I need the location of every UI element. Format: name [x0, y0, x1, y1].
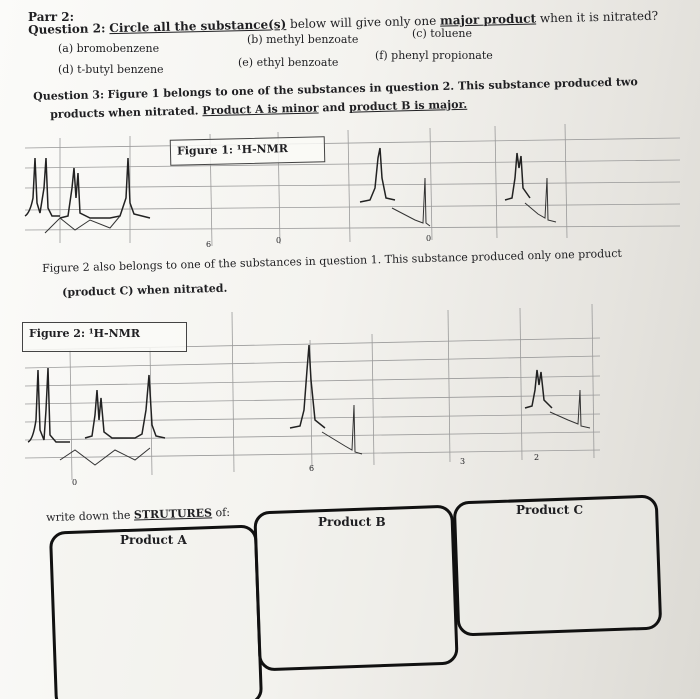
answer-instruction-start: write down the [46, 508, 131, 524]
question-3-product-b-major: product B is major. [348, 97, 468, 114]
answer-instruction [46, 506, 230, 524]
question-3-label: Question 3: [33, 88, 105, 103]
product-a-label: Product A [120, 533, 187, 547]
question-2-underlined-instruction: Circle all the substance(s) [109, 17, 287, 36]
option-e[interactable]: (e) ethyl benzoate [238, 56, 339, 69]
option-c[interactable]: (c) toluene [412, 27, 472, 40]
fig1-tick-c: 0 [426, 234, 432, 243]
option-b[interactable]: (b) methyl benzoate [247, 33, 359, 46]
fig1-tick-b: 0 [276, 236, 282, 245]
product-b-label: Product B [318, 515, 386, 529]
fig1-peak-cluster-4 [505, 153, 530, 200]
question-2-label: Question 2: [28, 21, 106, 37]
answer-instruction-structures: STRUTURES [133, 506, 213, 522]
fig1-peak-cluster-1 [25, 158, 60, 216]
question-2-major-product: major product [439, 11, 537, 28]
question-3-and: and [322, 100, 346, 115]
product-a-answer-box[interactable] [49, 524, 263, 699]
question-3-text-1: Figure 1 belongs to one of the substances in question 2. This substance produced two [107, 75, 638, 102]
figure-1-label: Figure 1: ¹H-NMR [170, 136, 326, 166]
fig2-integral-2 [322, 405, 362, 454]
fig2-peak-cluster-3 [290, 345, 325, 428]
option-f[interactable]: (f) phenyl propionate [375, 49, 493, 62]
question-3-product-a-minor: Product A is minor [202, 101, 319, 118]
fig1-peak-cluster-3 [360, 148, 395, 202]
fig2-tick-c: 3 [460, 457, 466, 466]
fig1-integral-2 [392, 178, 430, 226]
option-d[interactable]: (d) t-butyl benzene [58, 63, 164, 76]
product-c-label: Product C [516, 503, 584, 517]
fig2-peak-cluster-1 [28, 368, 70, 442]
fig2-tick-a: 0 [72, 478, 78, 487]
fig2-tick-d: 2 [534, 453, 540, 462]
fig1-tick-a: 6 [206, 240, 212, 249]
figure-2-description-line-2: (product C) when nitrated. [62, 281, 228, 299]
fig1-integral-3 [525, 178, 556, 222]
question-3-text-2: products when nitrated. [50, 104, 199, 121]
figure-2-label: Figure 2: ¹H-NMR [22, 322, 187, 352]
figure-2-description-line-1: Figure 2 also belongs to one of the substances in question 1. This substance produced only one product [42, 246, 623, 275]
product-b-answer-box[interactable] [253, 505, 458, 672]
fig2-tick-b: 6 [309, 464, 315, 473]
question-2-instruction-middle: below will give only one [289, 13, 437, 32]
question-3-line-1 [33, 75, 638, 103]
part-title: Parr 2: [28, 10, 75, 24]
option-a[interactable]: (a) bromobenzene [58, 42, 160, 55]
fig2-peak-cluster-4 [525, 370, 552, 408]
figure-1-nmr-spectrum [0, 118, 700, 258]
question-2-instruction-end: when it is nitrated? [539, 8, 659, 26]
answer-instruction-end: of: [215, 505, 231, 520]
figure-1-grid [25, 124, 680, 246]
